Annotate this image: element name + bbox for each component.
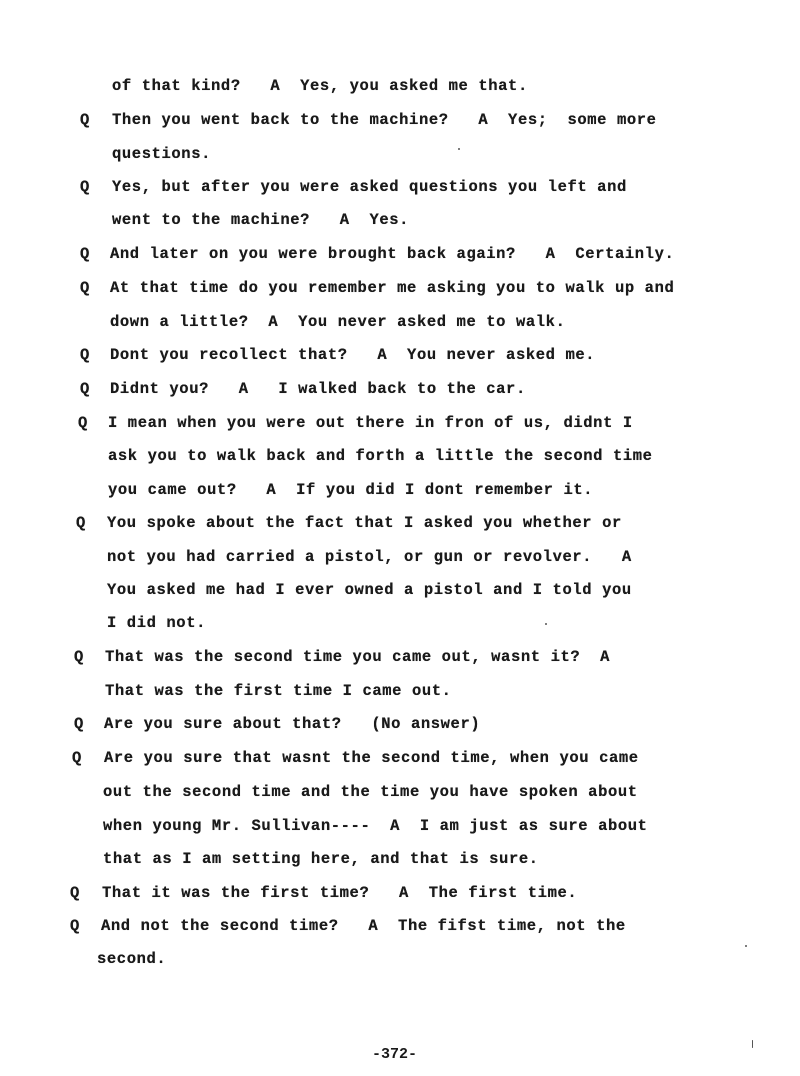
- transcript-line: Dont you recollect that? A You never asked me.: [110, 346, 596, 364]
- transcript-line: Are you sure that wasnt the second time, when you came: [104, 749, 639, 767]
- q-marker: Q: [80, 111, 90, 129]
- transcript-line: out the second time and the time you have spoken about: [103, 783, 638, 801]
- q-marker: Q: [80, 279, 90, 297]
- q-marker: Q: [74, 648, 84, 666]
- q-marker: Q: [80, 346, 90, 364]
- transcript-line: At that time do you remember me asking you to walk up and: [110, 279, 675, 297]
- q-marker: Q: [70, 884, 80, 902]
- transcript-line: you came out? A If you did I dont remember it.: [108, 481, 594, 499]
- transcript-line: You asked me had I ever owned a pistol and I told you: [107, 581, 632, 599]
- q-marker: Q: [70, 917, 80, 935]
- transcript-line: not you had carried a pistol, or gun or revolver. A: [107, 548, 632, 566]
- transcript-line: that as I am setting here, and that is sure.: [103, 850, 539, 868]
- q-marker: Q: [74, 715, 84, 733]
- transcript-line: Yes, but after you were asked questions you left and: [112, 178, 627, 196]
- q-marker: Q: [78, 414, 88, 432]
- scan-speck: [745, 945, 747, 947]
- transcript-line: And later on you were brought back again? A Certainly.: [110, 245, 675, 263]
- transcript-line: I did not.: [107, 614, 207, 632]
- scan-speck: [752, 1040, 753, 1048]
- scan-speck: [545, 623, 547, 625]
- transcript-line: ask you to walk back and forth a little the second time: [108, 447, 653, 465]
- transcript-line: down a little? A You never asked me to walk.: [110, 313, 566, 331]
- transcript-line: Are you sure about that? (No answer): [104, 715, 481, 733]
- transcript-line: second.: [97, 950, 167, 968]
- page-number: -372-: [372, 1046, 418, 1063]
- transcript-line: Didnt you? A I walked back to the car.: [110, 380, 526, 398]
- transcript-line: Then you went back to the machine? A Yes; some more: [112, 111, 657, 129]
- transcript-line: questions.: [112, 145, 212, 163]
- transcript-line: And not the second time? A The fifst time, not the: [101, 917, 626, 935]
- q-marker: Q: [80, 245, 90, 263]
- scan-speck: [458, 148, 460, 150]
- transcript-line: when young Mr. Sullivan---- A I am just as sure about: [103, 817, 648, 835]
- q-marker: Q: [80, 178, 90, 196]
- transcript-line: went to the machine? A Yes.: [112, 211, 410, 229]
- q-marker: Q: [80, 380, 90, 398]
- transcript-line: of that kind? A Yes, you asked me that.: [112, 77, 528, 95]
- transcript-line: That was the first time I came out.: [105, 682, 452, 700]
- transcript-line: That was the second time you came out, wasnt it? A: [105, 648, 610, 666]
- q-marker: Q: [72, 749, 82, 767]
- transcript-line: You spoke about the fact that I asked you whether or: [107, 514, 622, 532]
- q-marker: Q: [76, 514, 86, 532]
- transcript-line: I mean when you were out there in fron of us, didnt I: [108, 414, 633, 432]
- transcript-line: That it was the first time? A The first time.: [102, 884, 578, 902]
